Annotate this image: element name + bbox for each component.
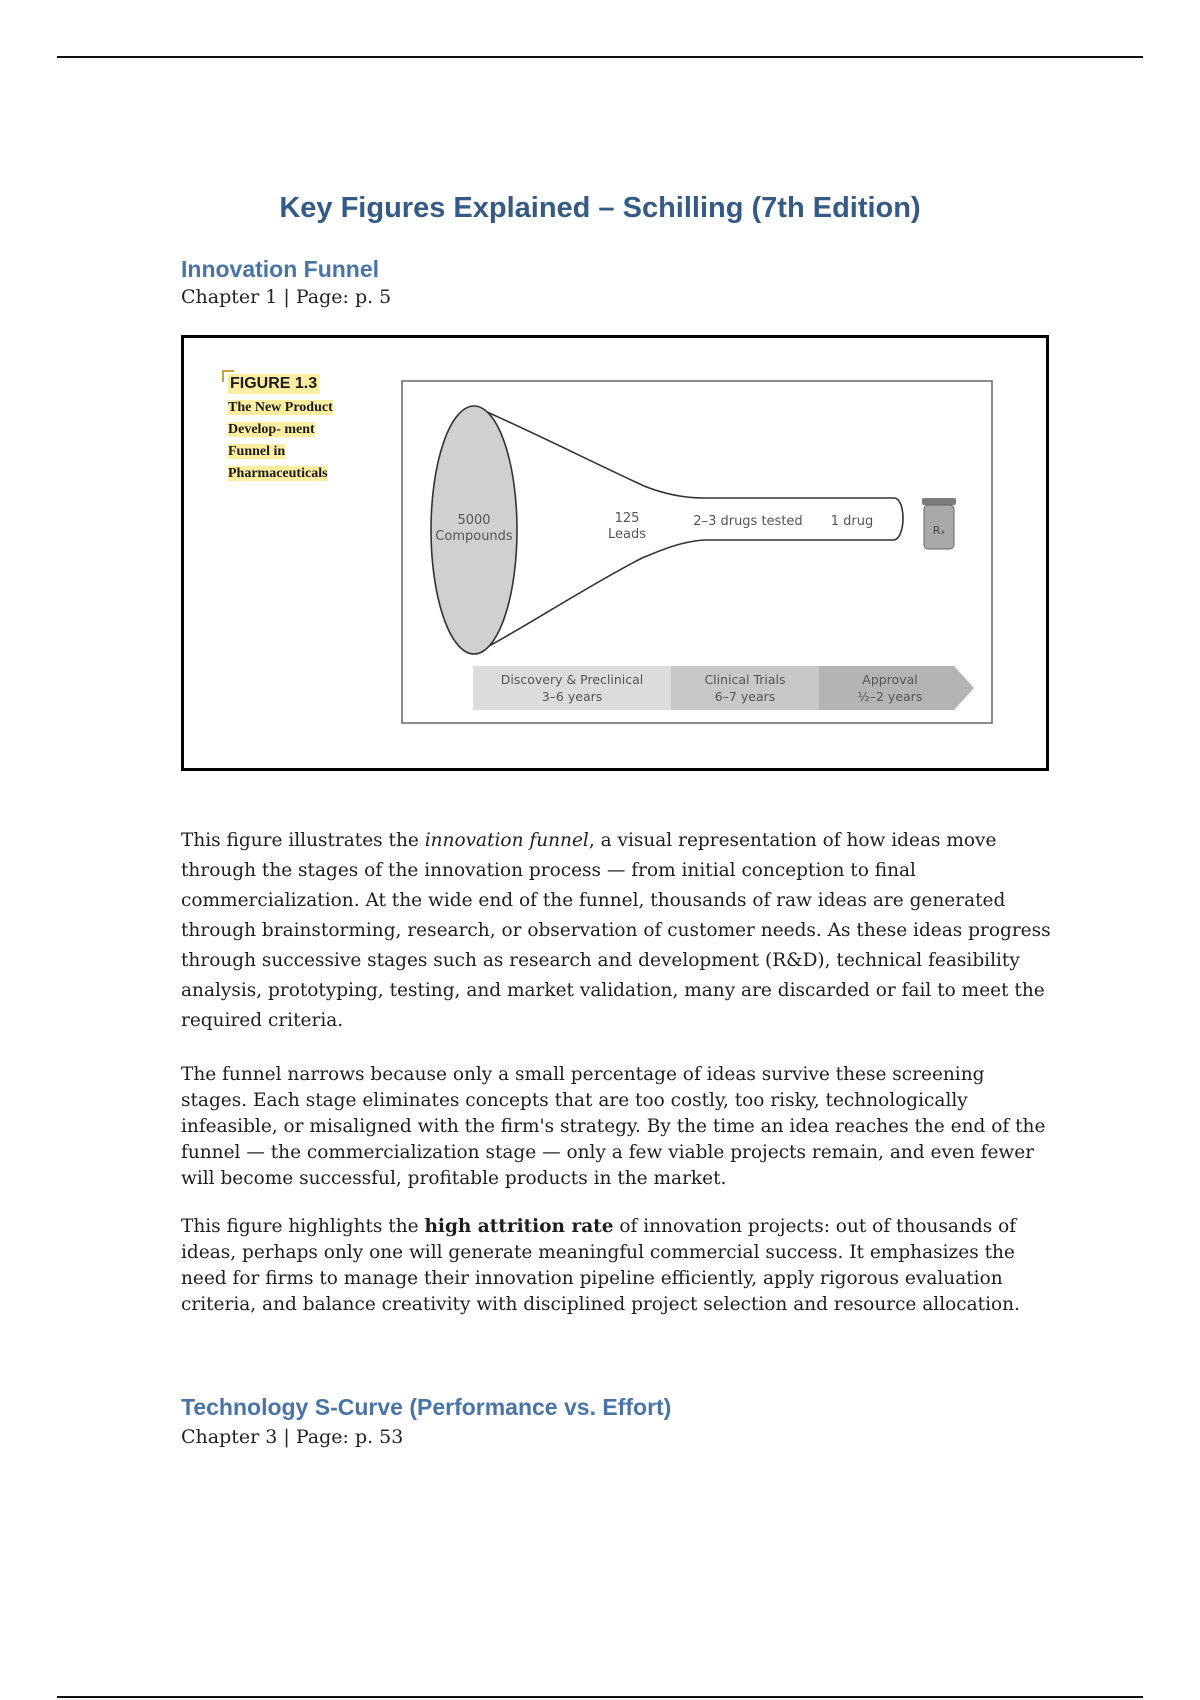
figure-caption	[228, 373, 348, 484]
figure-number: FIGURE 1.3	[230, 375, 318, 392]
term-innovation-funnel: innovation funnel	[424, 830, 589, 851]
section-heading-s-curve: Technology S-Curve (Performance vs. Effort)	[181, 1394, 672, 1420]
section-meta-s-curve: Chapter 3 | Page: p. 53	[181, 1426, 404, 1448]
phase-approval-duration: ½–2 years	[857, 689, 923, 704]
term-high-attrition-rate: high attrition rate	[424, 1216, 614, 1237]
phase-approval-name: Approval	[862, 672, 918, 687]
document-title: Key Figures Explained – Schilling (7th Edition)	[279, 192, 921, 224]
final-drug-label: 1 drug	[830, 514, 874, 529]
section-heading-innovation-funnel: Innovation Funnel	[181, 256, 380, 282]
phase-clinical-duration: 6–7 years	[714, 689, 776, 704]
section-meta-innovation-funnel: Chapter 1 | Page: p. 5	[181, 286, 392, 308]
pill-bottle-icon	[922, 498, 956, 549]
phase-clinical-name: Clinical Trials	[704, 672, 786, 687]
comment-marker-icon	[222, 370, 234, 382]
paragraph-1: This figure illustrates the innovation funnel, a visual representation of how ideas move through the stages of the innovation process — from initial conception to final commercialization. At the wide end of the funnel, thousands of raw ideas are generated through brainstorming, research, or observation of customer needs. As these ideas progress through successive stages such as research and development (R&D), technical feasibility analysis, prototyping, testing, and market validation, many are discarded or fail to meet the required criteria.	[181, 830, 1051, 1031]
compounds-label: Compounds	[435, 529, 513, 544]
leads-label: Leads	[607, 527, 647, 542]
phase-discovery-duration: 3–6 years	[541, 689, 603, 704]
leads-count: 125	[614, 511, 640, 526]
compounds-count: 5000	[457, 513, 491, 528]
paragraph-2: The funnel narrows because only a small percentage of ideas survive these screening stages. Each stage eliminates concepts that are too costly, too risky, technologically infeasible, or misaligned with the firm's strategy. By the time an idea reaches the end of the funnel — the commercialization stage — only a few viable projects remain, and even fewer will become successful, profitable products in the market.	[181, 1064, 1046, 1189]
bottle-symbol: Rₓ	[932, 524, 946, 537]
figure-caption-text: The New Product Develop- ment Funnel in Pharmaceuticals	[228, 400, 333, 481]
phase-discovery-name: Discovery & Preclinical	[500, 672, 644, 687]
header-rule	[57, 56, 1143, 58]
paragraph-3: This figure highlights the high attrition rate of innovation projects: out of thousands of ideas, perhaps only one will generate meaningful commercial success. It emphasizes the need for firms to manage their innovation pipeline efficiently, apply rigorous evaluation criteria, and balance creativity with disciplined project selection and resource allocation.	[181, 1216, 1020, 1315]
footer-rule	[57, 1696, 1143, 1698]
tested-label: 2–3 drugs tested	[693, 514, 803, 529]
